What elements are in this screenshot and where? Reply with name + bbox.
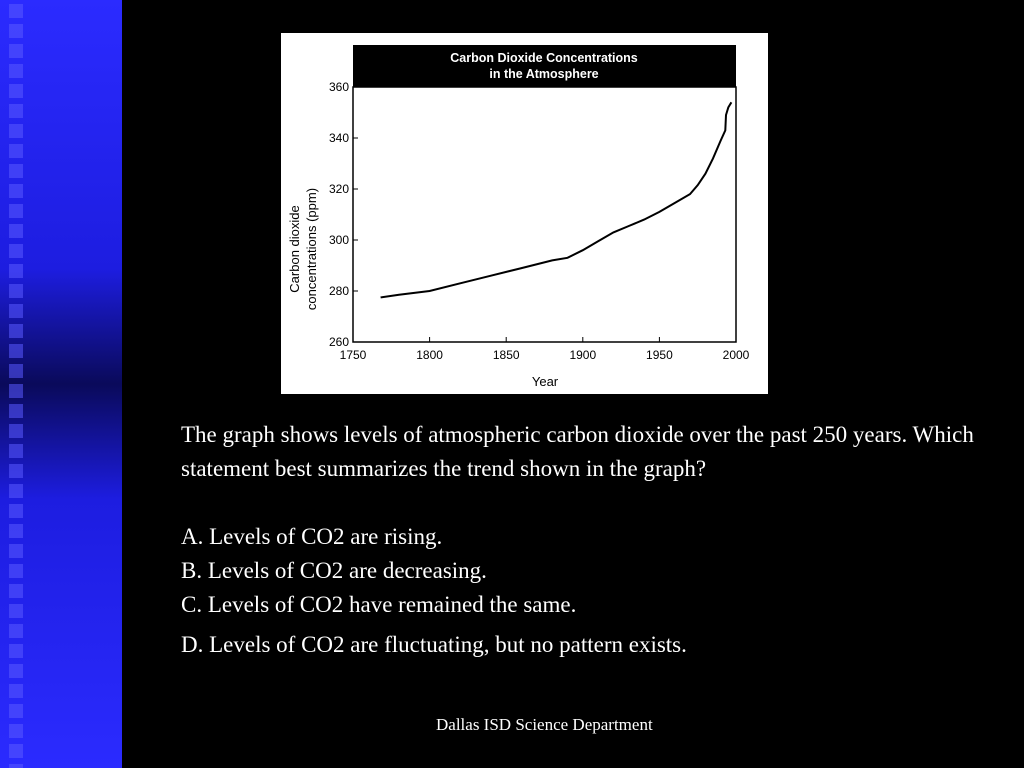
sidebar-square	[9, 404, 23, 418]
sidebar-square	[9, 624, 23, 638]
sidebar-square	[9, 284, 23, 298]
co2-chart	[281, 33, 768, 394]
sidebar-square	[9, 124, 23, 138]
sidebar-square	[9, 84, 23, 98]
sidebar-square	[9, 44, 23, 58]
y-tick-label: 320	[328, 182, 349, 196]
sidebar-square	[9, 644, 23, 658]
sidebar-square	[9, 744, 23, 758]
sidebar-square	[9, 444, 23, 458]
y-tick-label: 260	[328, 335, 349, 349]
option-d: D. Levels of CO2 are fluctuating, but no pattern exists.	[181, 632, 687, 657]
sidebar-square	[9, 544, 23, 558]
x-tick-label: 1950	[646, 348, 673, 362]
sidebar-square	[9, 144, 23, 158]
sidebar-square	[9, 244, 23, 258]
sidebar-square	[9, 764, 23, 768]
sidebar-square	[9, 564, 23, 578]
sidebar-square	[9, 224, 23, 238]
spacer	[181, 486, 981, 520]
y-tick-label: 360	[328, 80, 349, 94]
sidebar-square	[9, 484, 23, 498]
x-axis-label: Year	[531, 374, 559, 389]
sidebar-square	[9, 364, 23, 378]
option-b: B. Levels of CO2 are decreasing.	[181, 558, 487, 583]
sidebar-square	[9, 464, 23, 478]
sidebar-square	[9, 24, 23, 38]
sidebar-square	[9, 104, 23, 118]
sidebar-square	[9, 164, 23, 178]
sidebar-square	[9, 524, 23, 538]
option-c: C. Levels of CO2 have remained the same.	[181, 592, 577, 617]
option-a: A. Levels of CO2 are rising.	[181, 524, 443, 549]
chart-title-line-1: Carbon Dioxide Concentrations	[450, 51, 638, 65]
chart-svg	[281, 33, 768, 394]
sidebar-square	[9, 504, 23, 518]
co2-series-line	[381, 102, 732, 297]
sidebar-square	[9, 604, 23, 618]
sidebar-square	[9, 704, 23, 718]
x-tick-label: 1900	[569, 348, 597, 362]
sidebar-square	[9, 4, 23, 18]
sidebar-square	[9, 204, 23, 218]
sidebar-square	[9, 724, 23, 738]
x-tick-label: 1850	[492, 348, 520, 362]
sidebar-square	[9, 684, 23, 698]
y-tick-label: 300	[328, 233, 349, 247]
sidebar-square	[9, 64, 23, 78]
plot-frame	[353, 87, 736, 342]
y-tick-label: 280	[328, 284, 349, 298]
x-tick-label: 1800	[416, 348, 443, 362]
sidebar-square	[9, 384, 23, 398]
y-tick-label: 340	[328, 131, 349, 145]
sidebar-squares	[0, 0, 30, 768]
sidebar-square	[9, 324, 23, 338]
y-axis-label-line-2: concentrations (ppm)	[304, 187, 319, 311]
sidebar-square	[9, 344, 23, 358]
chart-title-line-2: in the Atmosphere	[489, 67, 599, 81]
x-tick-label: 2000	[722, 348, 750, 362]
sidebar-square	[9, 184, 23, 198]
x-tick-label: 1750	[339, 348, 367, 362]
sidebar-square	[9, 584, 23, 598]
footer-text: Dallas ISD Science Department	[436, 715, 653, 734]
sidebar-square	[9, 424, 23, 438]
sidebar-decoration	[0, 0, 122, 768]
sidebar-square	[9, 304, 23, 318]
question-text: The graph shows levels of atmospheric carbon dioxide over the past 250 years. Which statement best summarizes the trend shown in the graph?	[181, 422, 974, 481]
sidebar-square	[9, 264, 23, 278]
sidebar-square	[9, 664, 23, 678]
y-axis-label-line-1: Carbon dioxide	[287, 205, 302, 293]
question-block	[181, 418, 981, 662]
